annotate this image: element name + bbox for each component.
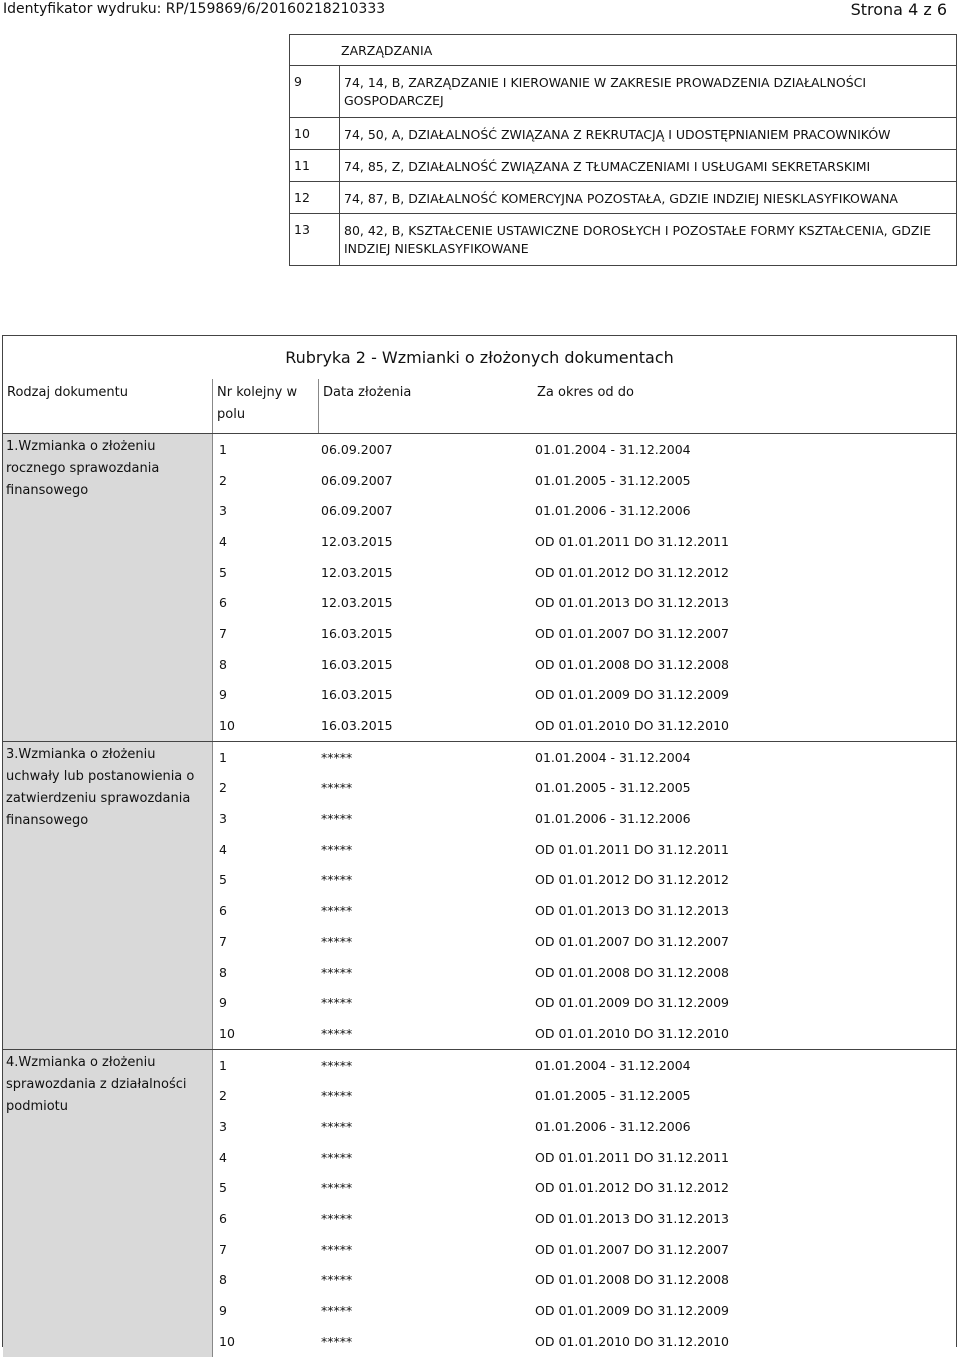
entry-period: OD 01.01.2012 DO 31.12.2012 <box>535 564 729 580</box>
entry-date: ***** <box>321 1025 353 1041</box>
pkd-activity-table <box>289 34 957 266</box>
print-identifier: Identyfikator wydruku: RP/159869/6/20160218210333 <box>3 1 386 17</box>
entry-number: 1 <box>219 441 227 457</box>
entry-date: 06.09.2007 <box>321 472 393 488</box>
pkd-row-number: 12 <box>290 182 340 213</box>
entry-number: 2 <box>219 1088 227 1104</box>
entry-number: 10 <box>219 718 235 734</box>
entry-date: 12.03.2015 <box>321 533 393 549</box>
entry-period: OD 01.01.2007 DO 31.12.2007 <box>535 625 729 641</box>
entry-date: 16.03.2015 <box>321 656 393 672</box>
entry-period: OD 01.01.2007 DO 31.12.2007 <box>535 933 729 949</box>
table-row <box>213 1326 956 1357</box>
entry-number: 10 <box>219 1025 235 1041</box>
column-header-date: Data złożenia <box>323 385 412 400</box>
table-row <box>213 803 956 834</box>
entry-number: 7 <box>219 933 227 949</box>
entry-period: 01.01.2004 - 31.12.2004 <box>535 749 691 765</box>
column-headers <box>3 379 956 433</box>
entry-number: 3 <box>219 503 227 519</box>
document-group <box>3 741 956 1049</box>
entry-number: 8 <box>219 964 227 980</box>
table-row <box>213 587 956 618</box>
table-row <box>213 434 956 465</box>
table-row <box>213 1111 956 1142</box>
table-row <box>213 742 956 773</box>
entry-number: 5 <box>219 872 227 888</box>
entry-period: OD 01.01.2009 DO 31.12.2009 <box>535 995 729 1011</box>
table-row <box>213 1173 956 1204</box>
pkd-row-text: 74, 85, Z, DZIAŁALNOŚĆ ZWIĄZANA Z TŁUMACZENIAMI I USŁUGAMI SEKRETARSKIMI <box>344 159 871 174</box>
table-row <box>213 649 956 680</box>
rubryka-title: Rubryka 2 - Wzmianki o złożonych dokumentach <box>285 348 674 367</box>
pkd-row <box>290 213 956 265</box>
entry-date: 12.03.2015 <box>321 564 393 580</box>
entry-date: ***** <box>321 841 353 857</box>
entry-number: 9 <box>219 995 227 1011</box>
entry-date: ***** <box>321 1118 353 1134</box>
entry-date: ***** <box>321 749 353 765</box>
entry-date: 06.09.2007 <box>321 441 393 457</box>
table-row <box>213 1265 956 1296</box>
page-number: Strona 4 z 6 <box>850 0 947 19</box>
entry-date: ***** <box>321 933 353 949</box>
entry-number: 2 <box>219 472 227 488</box>
entry-period: OD 01.01.2013 DO 31.12.2013 <box>535 903 729 919</box>
pkd-row-number: 13 <box>290 214 340 265</box>
entry-period: 01.01.2004 - 31.12.2004 <box>535 441 691 457</box>
table-row <box>213 773 956 804</box>
entry-date: ***** <box>321 1333 353 1349</box>
entry-number: 10 <box>219 1333 235 1349</box>
table-row <box>213 895 956 926</box>
entry-period: OD 01.01.2011 DO 31.12.2011 <box>535 533 729 549</box>
entry-period: OD 01.01.2009 DO 31.12.2009 <box>535 1303 729 1319</box>
entry-number: 5 <box>219 1180 227 1196</box>
entry-number: 4 <box>219 1149 227 1165</box>
column-header-type: Rodzaj dokumentu <box>3 379 213 433</box>
entry-number: 6 <box>219 903 227 919</box>
table-row <box>213 526 956 557</box>
entry-number: 2 <box>219 780 227 796</box>
entry-period: OD 01.01.2009 DO 31.12.2009 <box>535 687 729 703</box>
entry-date: 16.03.2015 <box>321 625 393 641</box>
entry-period: OD 01.01.2013 DO 31.12.2013 <box>535 1211 729 1227</box>
entry-date: ***** <box>321 1303 353 1319</box>
entry-date: ***** <box>321 1057 353 1073</box>
entry-number: 8 <box>219 1272 227 1288</box>
pkd-row-text: 74, 50, A, DZIAŁALNOŚĆ ZWIĄZANA Z REKRUTACJĄ I UDOSTĘPNIANIEM PRACOWNIKÓW <box>344 127 891 142</box>
table-row <box>213 1234 956 1265</box>
table-row <box>213 1295 956 1326</box>
entry-number: 3 <box>219 811 227 827</box>
entry-period: OD 01.01.2007 DO 31.12.2007 <box>535 1241 729 1257</box>
table-row <box>213 957 956 988</box>
entry-period: OD 01.01.2008 DO 31.12.2008 <box>535 656 729 672</box>
entry-date: ***** <box>321 1088 353 1104</box>
entry-period: 01.01.2005 - 31.12.2005 <box>535 1088 691 1104</box>
entry-period: 01.01.2004 - 31.12.2004 <box>535 1057 691 1073</box>
entry-period: OD 01.01.2008 DO 31.12.2008 <box>535 1272 729 1288</box>
table-row <box>213 710 956 741</box>
entry-number: 1 <box>219 749 227 765</box>
table-row <box>213 834 956 865</box>
pkd-row-number: 9 <box>290 66 340 117</box>
entry-date: 12.03.2015 <box>321 595 393 611</box>
column-header-period: Za okres od do <box>537 385 634 400</box>
entry-date: ***** <box>321 1180 353 1196</box>
entry-number: 6 <box>219 595 227 611</box>
entry-date: 06.09.2007 <box>321 503 393 519</box>
entry-number: 7 <box>219 625 227 641</box>
entry-number: 7 <box>219 1241 227 1257</box>
entry-period: OD 01.01.2008 DO 31.12.2008 <box>535 964 729 980</box>
entry-number: 9 <box>219 1303 227 1319</box>
entry-date: ***** <box>321 780 353 796</box>
entry-period: OD 01.01.2012 DO 31.12.2012 <box>535 872 729 888</box>
entry-period: OD 01.01.2010 DO 31.12.2010 <box>535 1333 729 1349</box>
table-row <box>213 557 956 588</box>
entry-period: OD 01.01.2011 DO 31.12.2011 <box>535 841 729 857</box>
table-row <box>213 495 956 526</box>
entry-date: ***** <box>321 995 353 1011</box>
entry-date: 16.03.2015 <box>321 687 393 703</box>
table-row <box>213 618 956 649</box>
entry-date: ***** <box>321 964 353 980</box>
entry-date: ***** <box>321 1272 353 1288</box>
table-row <box>213 1203 956 1234</box>
pkd-row <box>290 66 956 117</box>
document-type-label: 4.Wzmianka o złożeniu sprawozdania z działalności podmiotu <box>3 1050 213 1357</box>
entry-date: ***** <box>321 1149 353 1165</box>
pkd-heading: ZARZĄDZANIA <box>290 35 956 66</box>
entry-period: OD 01.01.2010 DO 31.12.2010 <box>535 718 729 734</box>
table-row <box>213 987 956 1018</box>
entry-number: 4 <box>219 841 227 857</box>
table-row <box>213 1050 956 1081</box>
entry-date: ***** <box>321 1211 353 1227</box>
entry-period: 01.01.2005 - 31.12.2005 <box>535 472 691 488</box>
pkd-row-text: 80, 42, B, KSZTAŁCENIE USTAWICZNE DOROSŁYCH I POZOSTAŁE FORMY KSZTAŁCENIA, GDZIE INDZIEJ NIESKLASYFIKOWANE <box>344 223 932 256</box>
rubryka-2-section <box>2 335 957 1347</box>
entry-number: 9 <box>219 687 227 703</box>
entry-period: OD 01.01.2013 DO 31.12.2013 <box>535 595 729 611</box>
entry-date: 16.03.2015 <box>321 718 393 734</box>
entry-period: OD 01.01.2011 DO 31.12.2011 <box>535 1149 729 1165</box>
pkd-row-number: 11 <box>290 150 340 181</box>
table-row <box>213 1080 956 1111</box>
entry-date: ***** <box>321 872 353 888</box>
entry-number: 8 <box>219 656 227 672</box>
document-type-label: 1.Wzmianka o złożeniu rocznego sprawozdania finansowego <box>3 434 213 741</box>
entry-number: 1 <box>219 1057 227 1073</box>
entry-period: 01.01.2006 - 31.12.2006 <box>535 503 691 519</box>
column-header-number: Nr kolejny w polu <box>213 379 319 433</box>
entry-number: 6 <box>219 1211 227 1227</box>
pkd-row-text: 74, 87, B, DZIAŁALNOŚĆ KOMERCYJNA POZOSTAŁA, GDZIE INDZIEJ NIESKLASYFIKOWANA <box>344 191 898 206</box>
table-row <box>213 926 956 957</box>
entry-period: 01.01.2005 - 31.12.2005 <box>535 780 691 796</box>
entry-period: OD 01.01.2012 DO 31.12.2012 <box>535 1180 729 1196</box>
print-header <box>0 0 960 18</box>
entry-period: OD 01.01.2010 DO 31.12.2010 <box>535 1025 729 1041</box>
pkd-row-text: 74, 14, B, ZARZĄDZANIE I KIEROWANIE W ZAKRESIE PROWADZENIA DZIAŁALNOŚCI GOSPODARCZEJ <box>344 75 867 108</box>
table-row <box>213 865 956 896</box>
entry-number: 3 <box>219 1118 227 1134</box>
table-row <box>213 465 956 496</box>
entry-date: ***** <box>321 903 353 919</box>
document-group <box>3 433 956 741</box>
pkd-row <box>290 149 956 181</box>
entry-date: ***** <box>321 811 353 827</box>
entry-date: ***** <box>321 1241 353 1257</box>
entry-period: 01.01.2006 - 31.12.2006 <box>535 811 691 827</box>
table-row <box>213 1018 956 1049</box>
table-row <box>213 1142 956 1173</box>
document-group <box>3 1049 956 1357</box>
pkd-row-number: 10 <box>290 118 340 149</box>
entry-number: 5 <box>219 564 227 580</box>
entry-number: 4 <box>219 533 227 549</box>
pkd-row <box>290 181 956 213</box>
entry-period: 01.01.2006 - 31.12.2006 <box>535 1118 691 1134</box>
table-row <box>213 680 956 711</box>
document-type-label: 3.Wzmianka o złożeniu uchwały lub postanowienia o zatwierdzeniu sprawozdania finansowego <box>3 742 213 1049</box>
pkd-row <box>290 117 956 149</box>
